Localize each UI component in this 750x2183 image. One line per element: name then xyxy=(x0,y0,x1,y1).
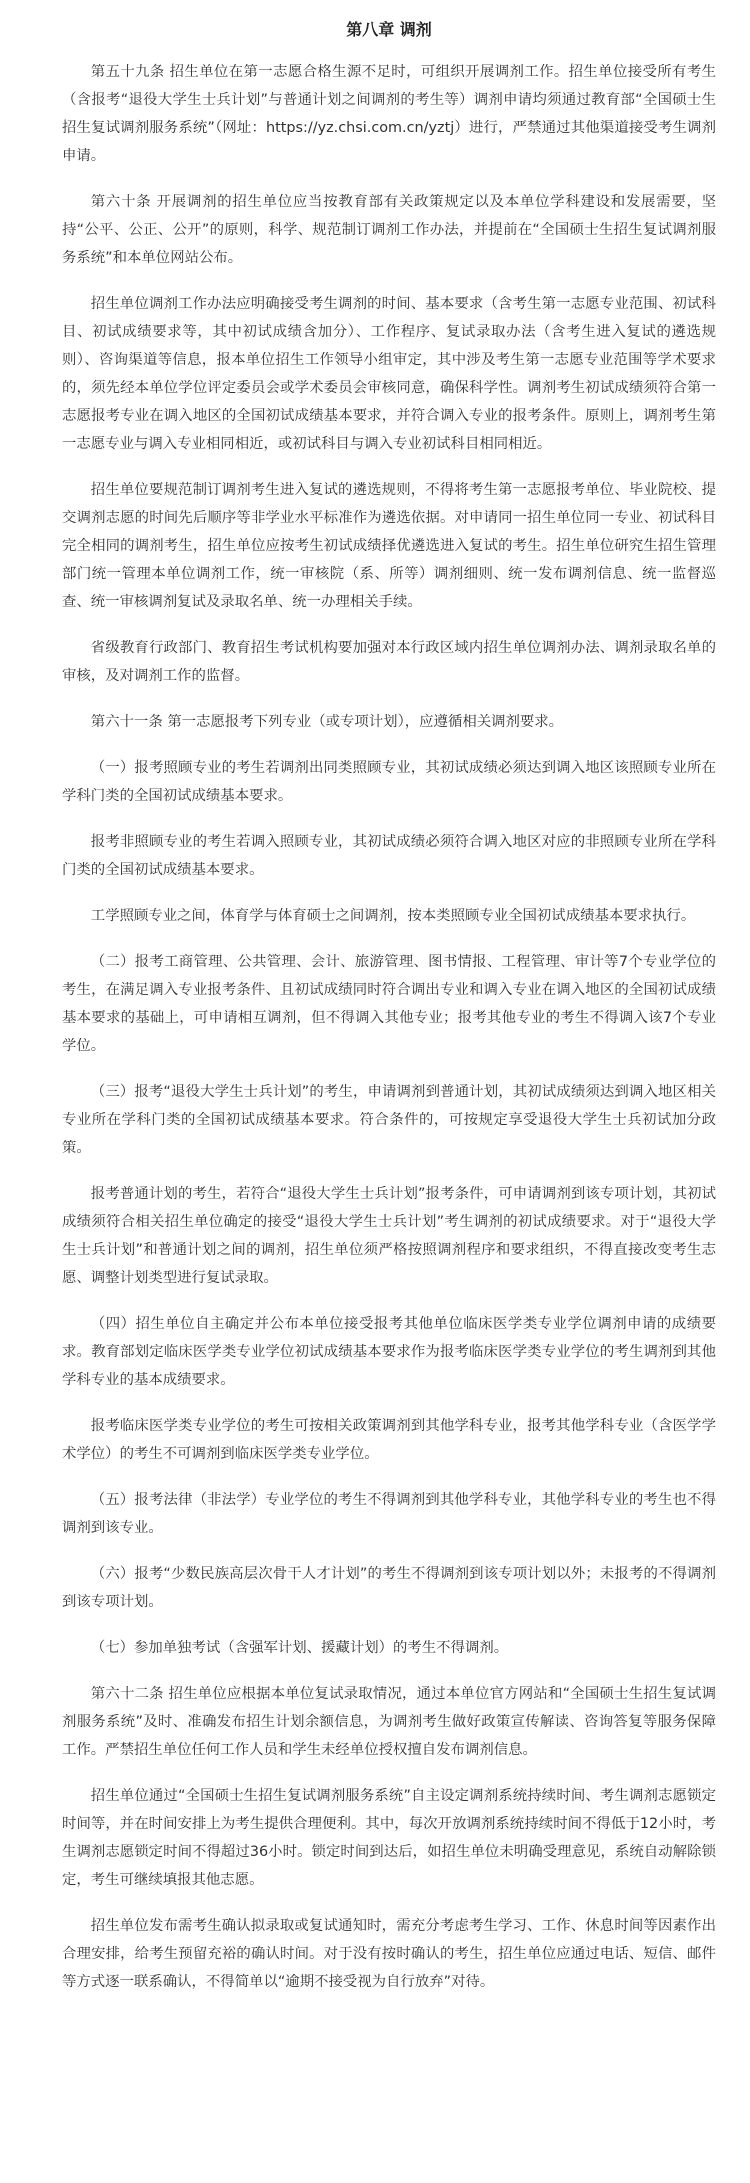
chapter-title: 第八章 调剂 xyxy=(346,20,432,39)
paragraph: 报考非照顾专业的考生若调入照顾专业，其初试成绩必须符合调入地区对应的非照顾专业所在学科门类的全国初试成绩基本要求。 xyxy=(62,834,716,878)
paragraph: （一）报考照顾专业的考生若调剂出同类照顾专业，其初试成绩必须达到调入地区该照顾专业所在学科门类的全国初试成绩基本要求。 xyxy=(62,760,716,804)
paragraph: 报考普通计划的考生，若符合“退役大学生士兵计划”报考条件，可申请调剂到该专项计划，其初试成绩须符合相关招生单位确定的接受“退役大学生士兵计划”考生调剂的初试成绩要求。对于“退役大学生士兵计划”和普通计划之间的调剂，招生单位须严格按照调剂程序和要求组织，不得直接改变考生志愿、调整计划类型进行复试录取。 xyxy=(62,1186,716,1286)
paragraph: 第六十条 开展调剂的招生单位应当按教育部有关政策规定以及本单位学科建设和发展需要，坚持“公平、公正、公开”的原则，科学、规范制订调剂工作办法，并提前在“全国硕士生招生复试调剂服务系统”和本单位网站公布。 xyxy=(62,194,716,266)
paragraph: 省级教育行政部门、教育招生考试机构要加强对本行政区域内招生单位调剂办法、调剂录取名单的审核，及对调剂工作的监督。 xyxy=(62,640,716,684)
paragraph: 招生单位通过“全国硕士生招生复试调剂服务系统”自主设定调剂系统持续时间、考生调剂志愿锁定时间等，并在时间安排上为考生提供合理便利。其中，每次开放调剂系统持续时间不得低于12小时，考生调剂志愿锁定时间不得超过36小时。锁定时间到达后，如招生单位未明确受理意见，系统自动解除锁定，考生可继续填报其他志愿。 xyxy=(62,1788,716,1888)
paragraph: （五）报考法律（非法学）专业学位的考生不得调剂到其他学科专业，其他学科专业的考生也不得调剂到该专业。 xyxy=(62,1492,716,1536)
paragraph: （七）参加单独考试（含强军计划、援藏计划）的考生不得调剂。 xyxy=(90,1640,509,1656)
paragraph: 报考临床医学类专业学位的考生可按相关政策调剂到其他学科专业，报考其他学科专业（含医学学术学位）的考生不可调剂到临床医学类专业学位。 xyxy=(62,1418,716,1462)
paragraph: 招生单位调剂工作办法应明确接受考生调剂的时间、基本要求（含考生第一志愿专业范围、初试科目、初试成绩要求等，其中初试成绩含加分）、工作程序、复试录取办法（含考生进入复试的遴选规则）、咨询渠道等信息，报本单位招生工作领导小组审定，其中涉及考生第一志愿专业范围等学术要求的，须先经本单位学位评定委员会或学术委员会审核同意，确保科学性。调剂考生初试成绩须符合第一志愿报考专业在调入地区的全国初试成绩基本要求，并符合调入专业的报考条件。原则上，调剂考生第一志愿专业与调入专业相同相近，或初试科目与调入专业初试科目相同相近。 xyxy=(62,296,716,452)
paragraph: 招生单位发布需考生确认拟录取或复试通知时，需充分考虑考生学习、工作、休息时间等因素作出合理安排，给考生预留充裕的确认时间。对于没有按时确认的考生，招生单位应通过电话、短信、邮件等方式逐一联系确认，不得简单以“逾期不接受视为自行放弃”对待。 xyxy=(62,1918,716,1990)
paragraph: 第六十二条 招生单位应根据本单位复试录取情况，通过本单位官方网站和“全国硕士生招生复试调剂服务系统”及时、准确发布招生计划余额信息，为调剂考生做好政策宣传解读、咨询答复等服务保障工作。严禁招生单位任何工作人员和学生未经单位授权擅自发布调剂信息。 xyxy=(62,1686,716,1758)
paragraph: 第六十一条 第一志愿报考下列专业（或专项计划），应遵循相关调剂要求。 xyxy=(90,714,564,730)
paragraph: （六）报考“少数民族高层次骨干人才计划”的考生不得调剂到该专项计划以外；未报考的不得调剂到该专项计划。 xyxy=(62,1566,716,1610)
paragraph: （三）报考“退役大学生士兵计划”的考生，申请调剂到普通计划，其初试成绩须达到调入地区相关专业所在学科门类的全国初试成绩基本要求。符合条件的，可按规定享受退役大学生士兵初试加分政策。 xyxy=(62,1084,716,1156)
paragraph: 招生单位要规范制订调剂考生进入复试的遴选规则，不得将考生第一志愿报考单位、毕业院校、提交调剂志愿的时间先后顺序等非学业水平标准作为遴选依据。对申请同一招生单位同一专业、初试科目完全相同的调剂考生，招生单位应按考生初试成绩择优遴选进入复试的考生。招生单位研究生招生管理部门统一管理本单位调剂工作，统一审核院（系、所等）调剂细则、统一发布调剂信息、统一监督巡查、统一审核调剂复试及录取名单、统一办理相关手续。 xyxy=(62,482,716,610)
paragraph: （二）报考工商管理、公共管理、会计、旅游管理、图书情报、工程管理、审计等7个专业学位的考生，在满足调入专业报考条件、且初试成绩同时符合调出专业和调入专业在调入地区的全国初试成绩基本要求的基础上，可申请相互调剂，但不得调入其他专业；报考其他专业的考生不得调入该7个专业学位。 xyxy=(62,954,716,1054)
paragraph: 第五十九条 招生单位在第一志愿合格生源不足时，可组织开展调剂工作。招生单位接受所有考生（含报考“退役大学生士兵计划”与普通计划之间调剂的考生等）调剂申请均须通过教育部“全国硕士生招生复试调剂服务系统”（网址：https://yz.chsi.com.cn/yztj）进行，严禁通过其他渠道接受考生调剂申请。 xyxy=(62,64,716,164)
document-body xyxy=(62,58,716,1996)
paragraph: 工学照顾专业之间，体育学与体育硕士之间调剂，按本类照顾专业全国初试成绩基本要求执行。 xyxy=(90,908,696,924)
paragraph: （四）招生单位自主确定并公布本单位接受报考其他单位临床医学类专业学位调剂申请的成绩要求。教育部划定临床医学类专业学位初试成绩基本要求作为报考临床医学类专业学位的考生调剂到其他学科专业的基本成绩要求。 xyxy=(62,1316,716,1388)
